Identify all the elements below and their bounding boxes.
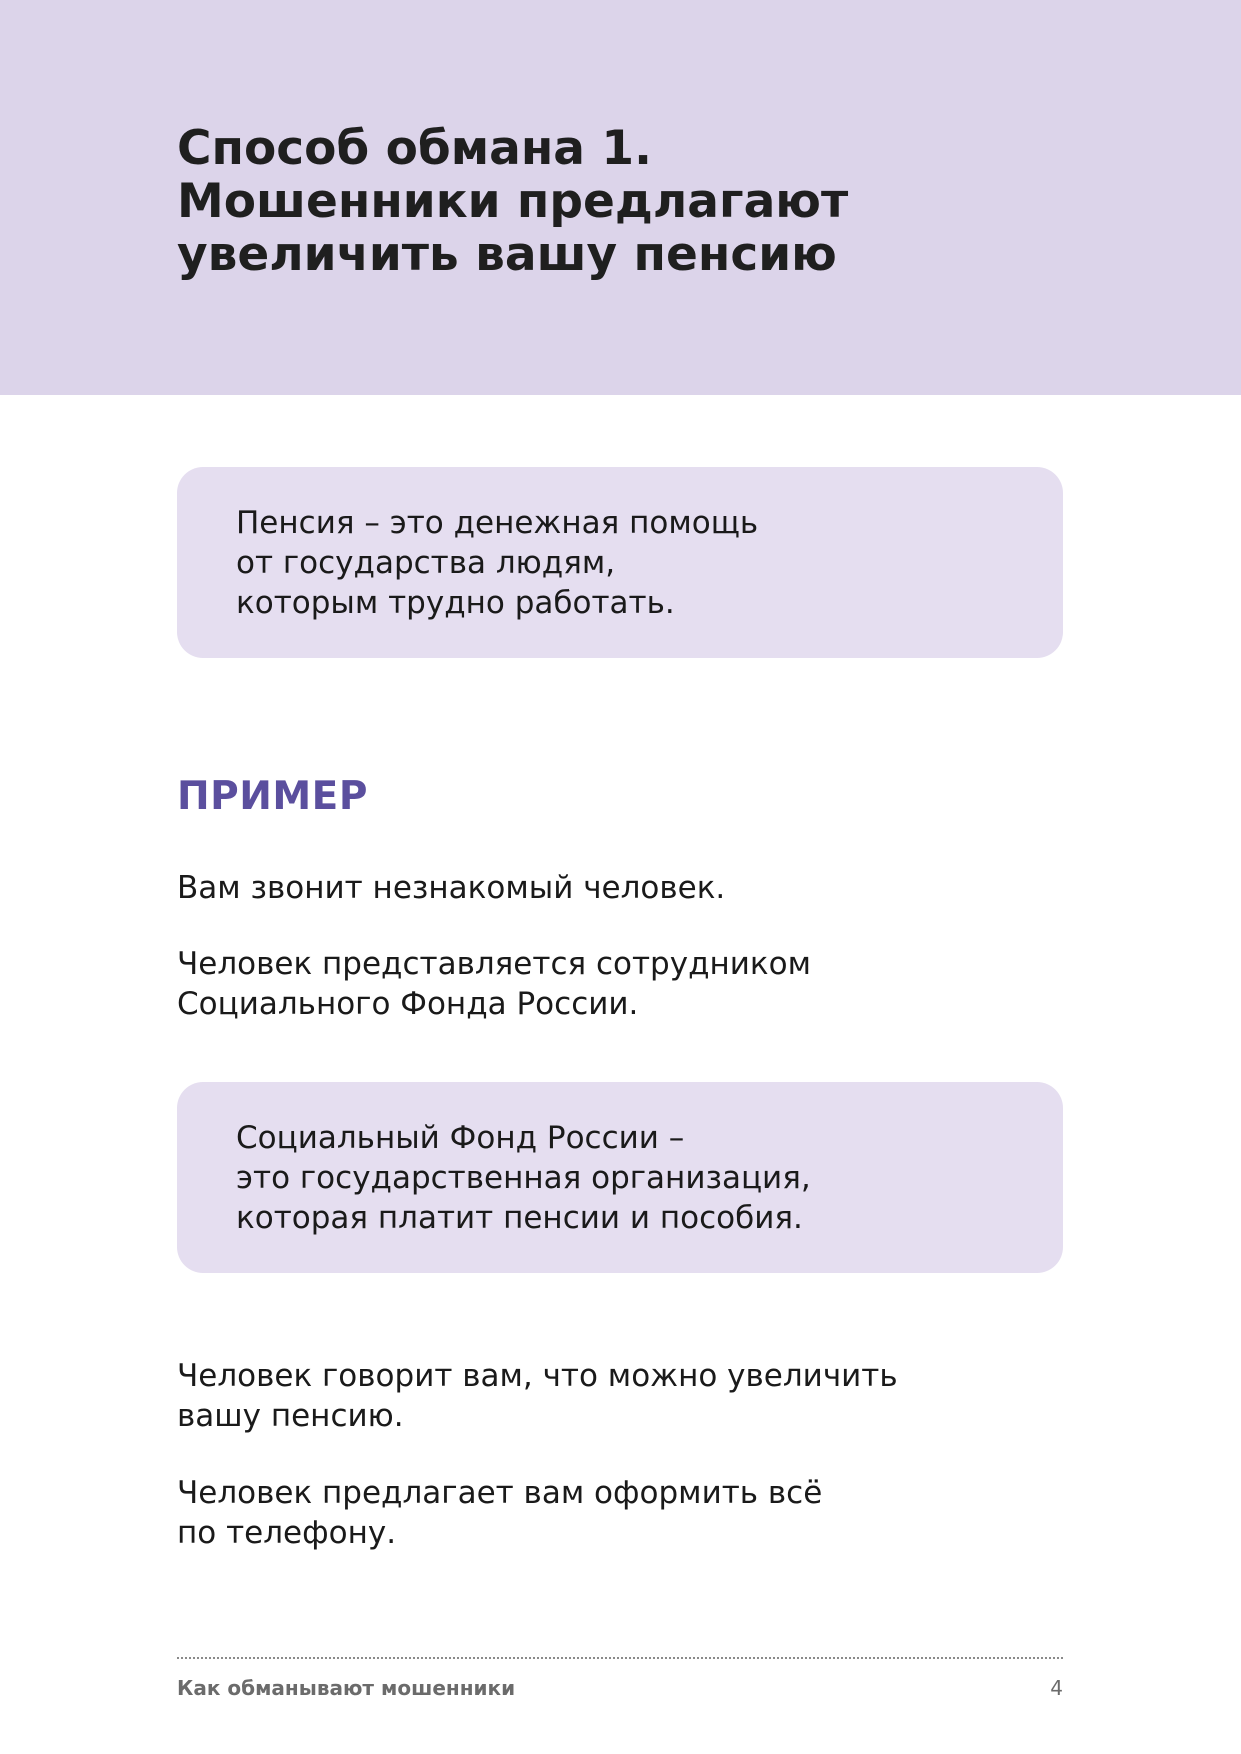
definition-line: Пенсия – это денежная помощь — [236, 505, 759, 541]
example-paragraph — [177, 1356, 898, 1436]
definition-line: которым трудно работать. — [236, 585, 675, 621]
paragraph-line: вашу пенсию. — [177, 1398, 404, 1434]
definition-box-pension — [177, 467, 1063, 658]
paragraph-line: Человек предлагает вам оформить всё — [177, 1475, 823, 1511]
paragraph-line: Социального Фонда России. — [177, 986, 639, 1022]
definition-line: это государственная организация, — [236, 1160, 811, 1196]
paragraph-line: Человек говорит вам, что можно увеличить — [177, 1358, 898, 1394]
page-title-line: Способ обмана 1. — [177, 121, 652, 176]
example-paragraph — [177, 1473, 822, 1553]
example-paragraph — [177, 944, 811, 1024]
definition-box-social-fund — [177, 1082, 1063, 1273]
page-title — [177, 122, 1077, 281]
page-number: 4 — [1050, 1676, 1063, 1700]
example-heading: ПРИМЕР — [177, 774, 368, 819]
footer-title: Как обманывают мошенники — [177, 1676, 516, 1700]
definition-line: от государства людям, — [236, 545, 616, 581]
page-title-line: Мошенники предлагают — [177, 174, 849, 229]
example-paragraph — [177, 868, 725, 908]
definition-line: Социальный Фонд России – — [236, 1120, 685, 1156]
footer-divider — [177, 1657, 1063, 1659]
definition-line: которая платит пенсии и пособия. — [236, 1200, 803, 1236]
paragraph-line: Человек представляется сотрудником — [177, 946, 812, 982]
paragraph-line: Вам звонит незнакомый человек. — [177, 870, 726, 906]
page-title-line: увеличить вашу пенсию — [177, 227, 837, 282]
paragraph-line: по телефону. — [177, 1515, 397, 1551]
